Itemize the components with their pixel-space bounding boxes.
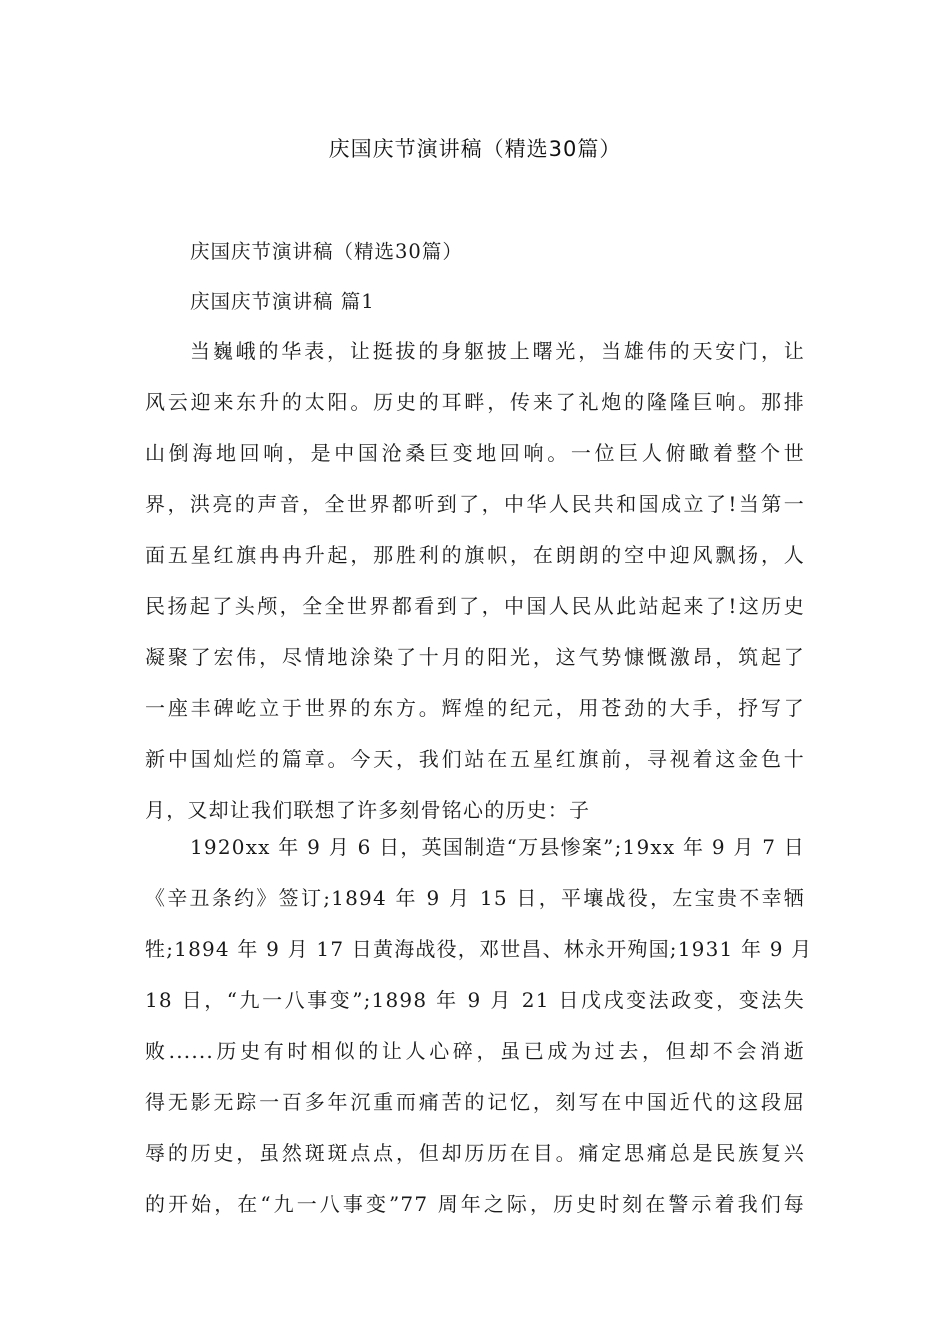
section-heading: 庆国庆节演讲稿 篇1 — [190, 290, 375, 313]
paragraph-line: 当巍峨的华表，让挺拔的身躯披上曙光，当雄伟的天安门，让 — [190, 339, 805, 363]
paragraph-1 — [145, 326, 805, 836]
paragraph-line: 1920xx 年 9 月 6 日，英国制造“万县惨案”;19xx 年 9 月 7 日 — [190, 835, 805, 859]
paragraph-line: 风云迎来东升的太阳。历史的耳畔，传来了礼炮的隆隆巨响。那排 — [145, 390, 805, 414]
paragraph-line: 面五星红旗冉冉升起，那胜利的旗帜，在朗朗的空中迎风飘扬，人 — [145, 543, 805, 567]
paragraph-line: 新中国灿烂的篇章。今天，我们站在五星红旗前，寻视着这金色十 — [145, 747, 805, 771]
paragraph-line: 界，洪亮的声音，全世界都听到了，中华人民共和国成立了!当第一 — [145, 492, 805, 516]
document-subtitle: 庆国庆节演讲稿（精选30篇） — [190, 240, 463, 263]
paragraph-line: 辱的历史，虽然斑斑点点，但却历历在目。痛定思痛总是民族复兴 — [145, 1141, 805, 1165]
paragraph-line: 《辛丑条约》签订;1894 年 9 月 15 日，平壤战役，左宝贵不幸牺 — [145, 886, 805, 910]
paragraph-line: 18 日，“九一八事变”;1898 年 9 月 21 日戊戌变法政变，变法失 — [145, 988, 805, 1012]
paragraph-line: 月，又却让我们联想了许多刻骨铭心的历史：子 — [145, 798, 591, 822]
paragraph-line: 一座丰碑屹立于世界的东方。辉煌的纪元，用苍劲的大手，抒写了 — [145, 696, 805, 720]
paragraph-2 — [145, 822, 813, 1230]
paragraph-line: 民扬起了头颅，全全世界都看到了，中国人民从此站起来了!这历史 — [145, 594, 805, 618]
paragraph-line: 凝聚了宏伟，尽情地涂染了十月的阳光，这气势慷慨激昂，筑起了 — [145, 645, 805, 669]
paragraph-line: 山倒海地回响，是中国沧桑巨变地回响。一位巨人俯瞰着整个世 — [145, 441, 805, 465]
paragraph-line: 败......历史有时相似的让人心碎，虽已成为过去，但却不会消逝 — [145, 1039, 805, 1063]
paragraph-line: 的开始，在“九一八事变”77 周年之际，历史时刻在警示着我们每 — [145, 1192, 805, 1216]
paragraph-line: 牲;1894 年 9 月 17 日黄海战役，邓世昌、林永开殉国;1931 年 9 月 — [145, 937, 813, 961]
paragraph-line: 得无影无踪一百多年沉重而痛苦的记忆，刻写在中国近代的这段屈 — [145, 1090, 805, 1114]
document-title: 庆国庆节演讲稿（精选30篇） — [328, 137, 622, 161]
